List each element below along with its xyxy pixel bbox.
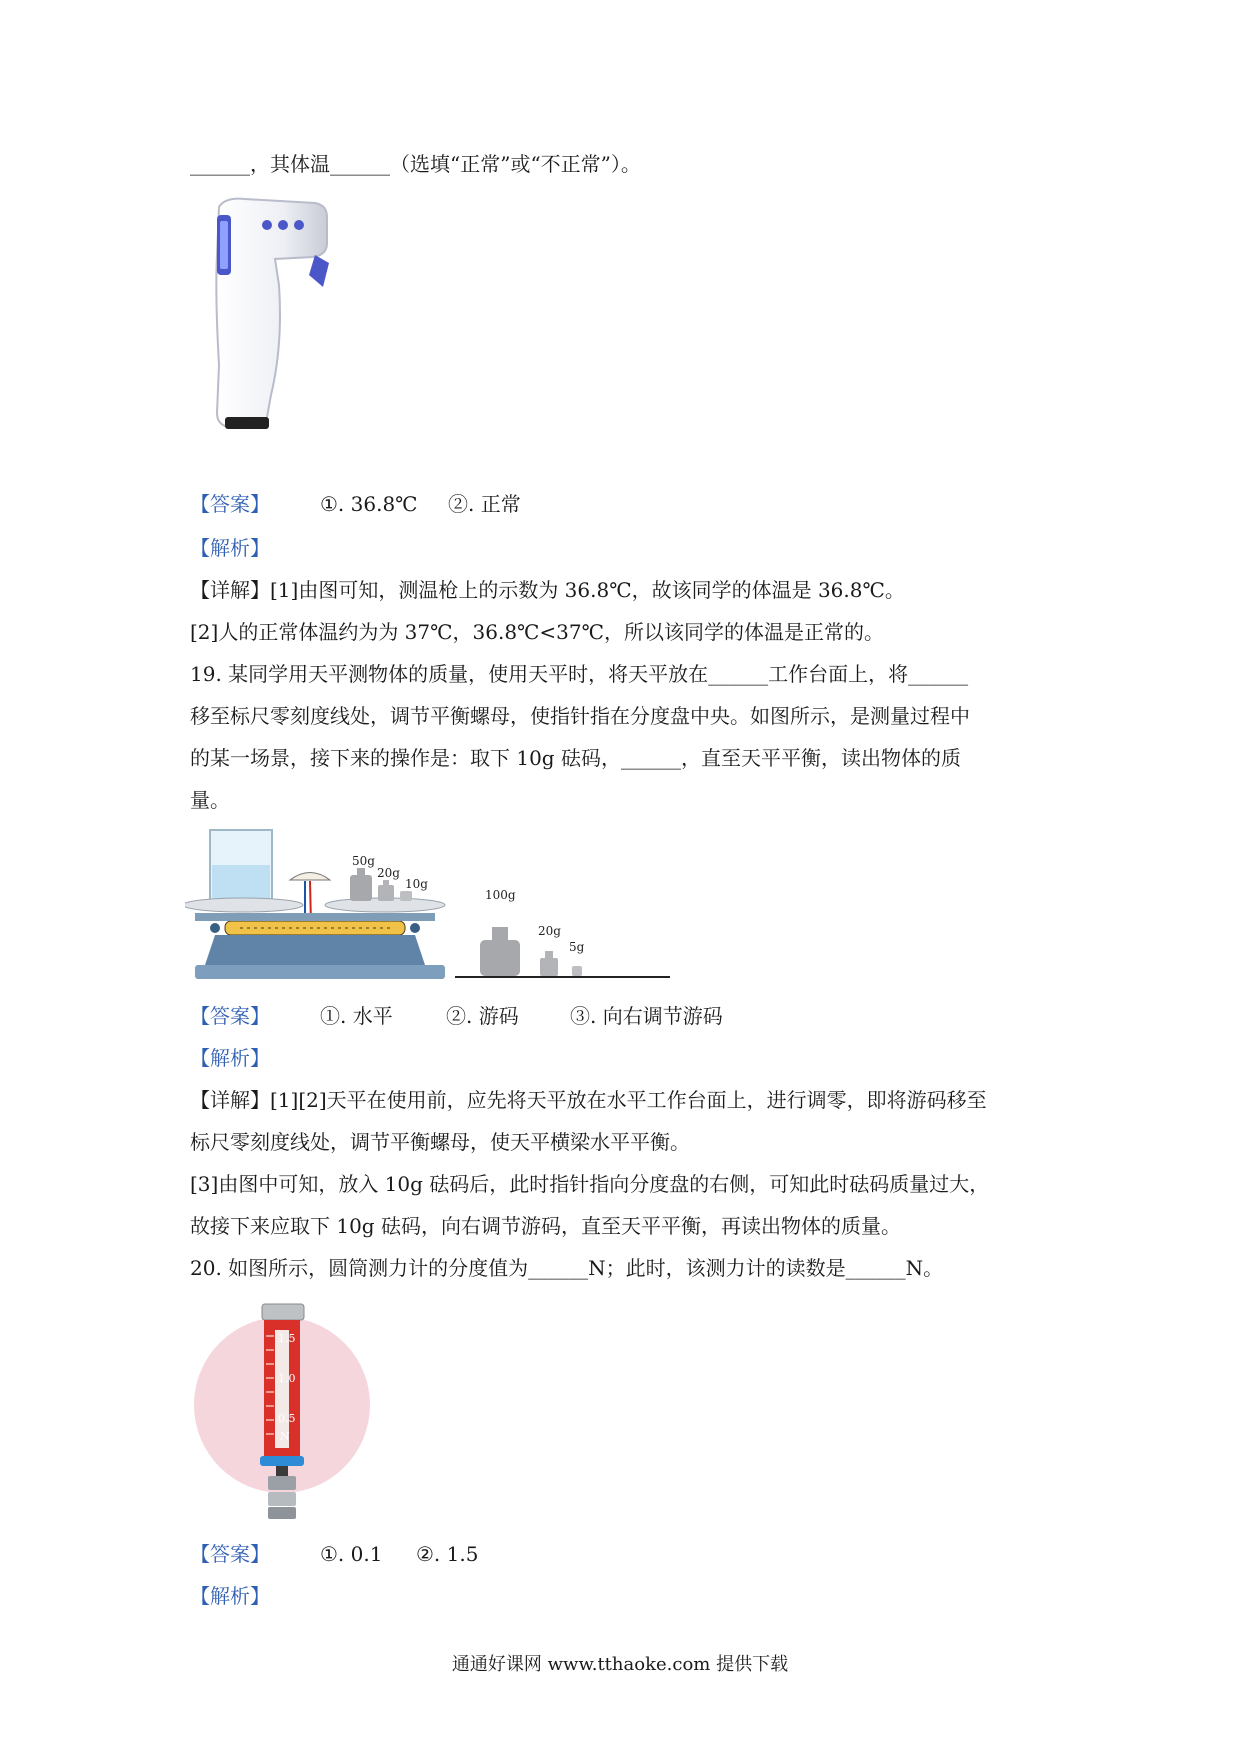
q20-answer-line (190, 1540, 270, 1568)
q18-hint: （选填“正常”或“不正常”）。 (390, 152, 641, 176)
weight-label-20g: 20g (377, 866, 400, 880)
weight-label-100g: 100g (485, 888, 516, 902)
weight-label-5g: 5g (569, 940, 585, 954)
q18-detail-line-1 (190, 576, 905, 604)
q19-option-3: ③. 向右调节游码 (570, 1004, 723, 1028)
q20-option-2: ②. 1.5 (416, 1542, 479, 1566)
q20-text: N；此时，该测力计的读数是 (588, 1256, 846, 1280)
q19-detail-line-3: [3]由图中可知，放入 10g 砝码后，此时指针指向分度盘的右侧，可知此时砝码质量过大， (190, 1172, 990, 1196)
unit-label-n: N (280, 1430, 290, 1443)
q19-option-2: ②. 游码 (446, 1004, 519, 1028)
detail-text: [1][2]天平在使用前，应先将天平放在水平工作台面上，进行调零，即将游码移至 (270, 1088, 987, 1112)
detail-label: 【详解】 (190, 1088, 270, 1112)
q18-answer-line (190, 490, 270, 518)
analysis-label: 【解析】 (190, 1584, 270, 1608)
answer-blank: ______ (620, 746, 681, 770)
q19-answer-line (190, 1002, 270, 1030)
q18-option-2: ②. 正常 (448, 492, 521, 516)
q19-text: 19. 某同学用天平测物体的质量，使用天平时，将天平放在 (190, 662, 709, 686)
q20-text: 20. 如图所示，圆筒测力计的分度值为 (190, 1256, 529, 1280)
answer-blank: ______ (528, 1256, 589, 1280)
q20-option-1: ①. 0.1 (320, 1542, 383, 1566)
analysis-label: 【解析】 (190, 1046, 270, 1070)
q19-detail-line-2: 标尺零刻度线处，调节平衡螺母，使天平横梁水平平衡。 (190, 1130, 690, 1154)
q18-tail-mid: ，其体温 (250, 152, 330, 176)
q19-text: ，直至天平平衡，读出物体的质 (680, 746, 961, 770)
q19-line-1 (190, 660, 968, 688)
answer-label: 【答案】 (190, 1004, 270, 1028)
q19-text: 的某一场景，接下来的操作是：取下 10g 砝码， (190, 746, 621, 770)
tick-label-1-5: 1.5 (278, 1332, 296, 1345)
q19-line-2: 移至标尺零刻度线处，调节平衡螺母，使指针指在分度盘中央。如图所示，是测量过程中 (190, 704, 970, 728)
page-footer: 通通好课网 www.tthaoke.com 提供下载 (451, 1654, 789, 1675)
answer-label: 【答案】 (190, 1542, 270, 1566)
detail-label: 【详解】 (190, 578, 270, 602)
weight-label-50g: 50g (352, 854, 375, 868)
detail-text: [1]由图可知，测温枪上的示数为 36.8℃，故该同学的体温是 36.8℃。 (270, 578, 905, 602)
answer-blank: ______ (190, 152, 250, 176)
q19-detail-line-4: 故接下来应取下 10g 砝码，向右调节游码，直至天平平衡，再读出物体的质量。 (190, 1214, 901, 1238)
q20-line (190, 1254, 943, 1282)
q19-text: 工作台面上，将 (768, 662, 909, 686)
q20-text: N。 (905, 1256, 944, 1280)
q19-line-3 (190, 744, 961, 772)
answer-blank: ______ (845, 1256, 906, 1280)
q18-option-1: ①. 36.8℃ (320, 492, 418, 516)
q18-tail-line (190, 150, 641, 178)
weight-label-10g: 10g (405, 877, 428, 891)
q19-detail-line-1 (190, 1086, 987, 1114)
tick-label-1-0: 1.0 (278, 1372, 296, 1385)
answer-label: 【答案】 (190, 492, 270, 516)
spring-scale-figure (190, 1300, 380, 1520)
q19-line-4: 量。 (190, 788, 230, 812)
q18-detail-line-2: [2]人的正常体温约为为 37℃，36.8℃<37℃，所以该同学的体温是正常的。 (190, 620, 884, 644)
analysis-label: 【解析】 (190, 536, 270, 560)
tick-label-0-5: 0.5 (278, 1412, 296, 1425)
thermometer-gun-figure (205, 195, 335, 435)
q19-option-1: ①. 水平 (320, 1004, 393, 1028)
weight-label-box-20g: 20g (538, 924, 561, 938)
answer-blank: ______ (330, 152, 390, 176)
answer-blank: ______ (708, 662, 769, 686)
balance-scale-figure (185, 825, 675, 985)
answer-blank: ______ (908, 662, 969, 686)
